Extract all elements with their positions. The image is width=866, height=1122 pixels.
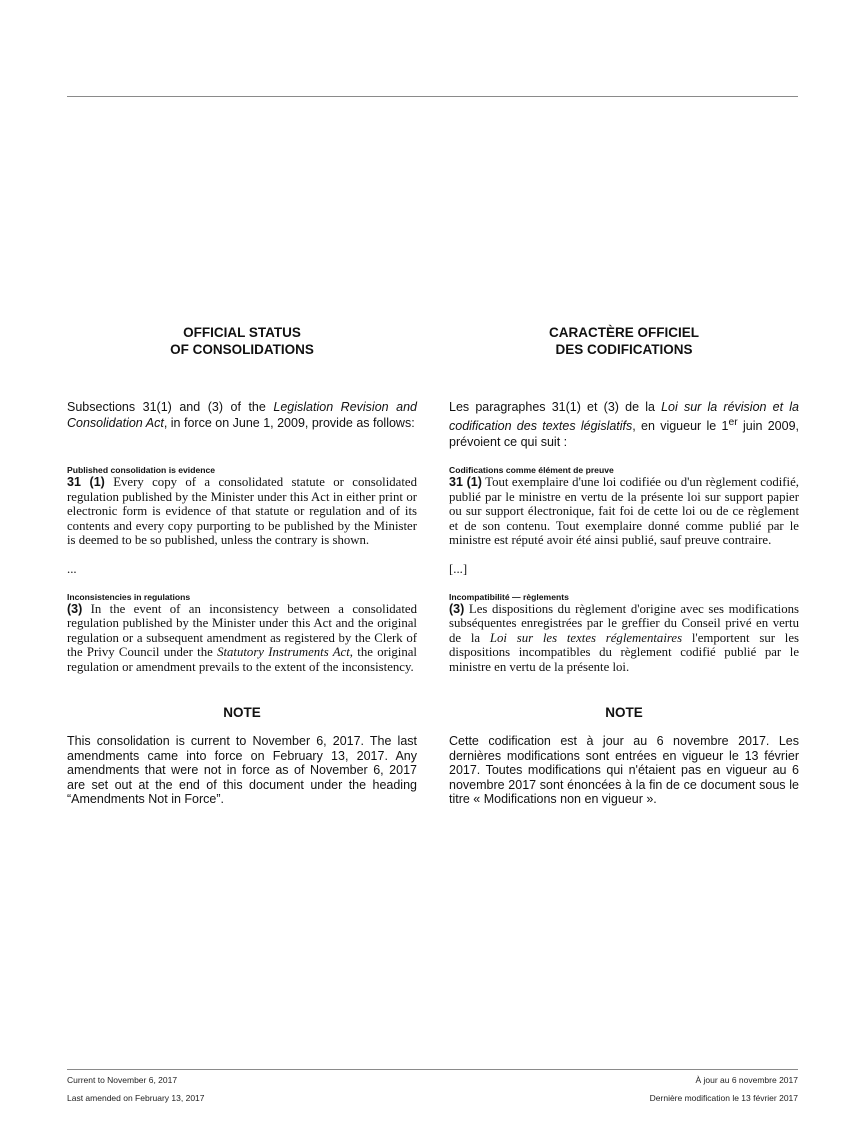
french-sec1-number: 31 (1) — [449, 475, 482, 489]
english-note-heading: NOTE — [223, 705, 261, 720]
footer-current-to-fr: À jour au 6 novembre 2017 — [695, 1075, 798, 1085]
english-sec3-text: (3) In the event of an inconsistency between a consolidated regulation published by the Minister under this Act and the original regulation or a subsequent amendment as registered by the Clerk of the Privy Council under the Statutory Instruments Act, the original regulation or amendment prevails to the extent of the inconsistency. — [67, 601, 417, 674]
english-intro-act-title: Legislation Revision and Consolidation Act — [67, 400, 417, 430]
english-column — [67, 324, 417, 807]
english-intro: Subsections 31(1) and (3) of the Legislation Revision and Consolidation Act, in force on June 1, 2009, provide as follows: — [67, 400, 417, 430]
french-intro-act-title: Loi sur la révision et la codification des textes législatifs — [449, 400, 799, 434]
french-column — [449, 324, 799, 807]
footer-last-amended-fr: Dernière modification le 13 février 2017 — [649, 1093, 798, 1103]
english-note-text: This consolidation is current to November 6, 2017. The last amendments came into force on February 13, 2017. Any amendments that were not in force as of November 6, 2017 are set out at the end of this document under the heading “Amendments Not in Force”. — [67, 734, 417, 806]
french-sec3-number: (3) — [449, 601, 465, 616]
english-sec1-marginal-note: Published consolidation is evidence — [67, 465, 216, 475]
english-sec3-act-title: Statutory Instruments Act — [217, 645, 350, 659]
footer-last-amended-en: Last amended on February 13, 2017 — [67, 1093, 205, 1103]
french-heading-line2: DES CODIFICATIONS — [555, 342, 693, 357]
french-intro: Les paragraphes 31(1) et (3) de la Loi sur la révision et la codification des textes législatifs, en vigueur le 1er juin 2009, prévoient ce qui suit : — [449, 400, 799, 450]
english-ellipsis: ... — [67, 561, 77, 576]
english-sec1-number: 31 (1) — [67, 475, 105, 489]
french-note-text: Cette codification est à jour au 6 novembre 2017. Les dernières modifications sont entrées en vigueur le 13 février 2017. Toutes modifications qui n'étaient pas en vigueur au 6 novembre 2017 sont énoncées à la fin de ce document sous le titre « Modifications non en vigueur ». — [449, 734, 799, 806]
footer-divider — [67, 1069, 798, 1070]
english-heading-line2: OF CONSOLIDATIONS — [170, 342, 314, 357]
top-divider — [67, 96, 798, 97]
french-sec3-text: (3) Les dispositions du règlement d'origine avec ses modifications subséquentes enregistrées par le greffier du Conseil privé en vertu de la Loi sur les textes réglementaires l'emportent sur les dispositions incompatibles du règlement codifié publié par le ministre en vertu de la présente loi. — [449, 601, 799, 674]
english-heading — [67, 324, 417, 358]
french-sec3-act-title: Loi sur les textes réglementaires — [489, 630, 683, 645]
french-ellipsis: [...] — [449, 561, 468, 576]
french-sec3-marginal-note: Incompatibilité — règlements — [449, 591, 569, 602]
english-sec3-number: (3) — [67, 601, 83, 616]
english-heading-line1: OFFICIAL STATUS — [183, 325, 301, 340]
french-sec1-marginal-note: Codifications comme élément de preuve — [449, 465, 614, 475]
french-heading-line1: CARACTÈRE OFFICIEL — [549, 325, 699, 340]
english-sec3-marginal-note: Inconsistencies in regulations — [67, 591, 191, 602]
french-heading — [449, 324, 799, 358]
french-note-heading: NOTE — [605, 705, 643, 720]
english-sec1-text: 31 (1) Every copy of a consolidated statute or consolidated regulation published by the Minister under this Act in either print or electronic form is evidence of that statute or regulation and of its contents and every copy purporting to be published by the Minister is deemed to be so published, unless the contrary is shown. — [67, 475, 417, 547]
footer-current-to-en: Current to November 6, 2017 — [67, 1075, 178, 1085]
french-intro-superscript: er — [728, 417, 738, 428]
french-sec1-text: 31 (1) Tout exemplaire d'une loi codifiée ou d'un règlement codifié, publié par le ministre en vertu de la présente loi sur support papier ou sur support électronique, fait foi de cette loi ou de ce règlement et de son contenu. Tout exemplaire donné comme publié par le ministre est réputé avoir été ainsi publié, sauf preuve contraire. — [449, 475, 799, 547]
